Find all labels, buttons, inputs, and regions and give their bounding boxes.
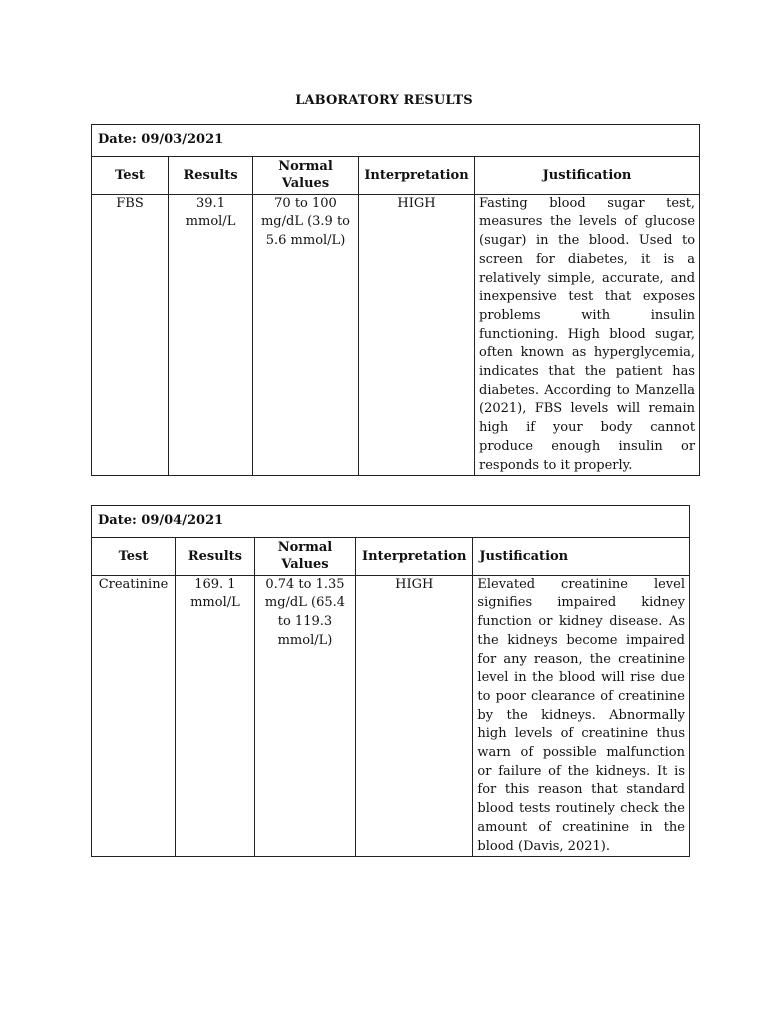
col-header-results: Results bbox=[169, 156, 253, 194]
col-header-interpretation: Interpretation bbox=[356, 537, 473, 575]
cell-justification: Fasting blood sugar test, measures the levels of glucose (sugar) in the blood. Used to screen for diabetes, it is a relatively simple, accurate, and inexpensive test that exposes problems with insulin functioning. High blood sugar, often known as hyperglycemia, indicates that the patient has diabetes. According to Manzella (2021), FBS levels will remain high if your body cannot produce enough insulin or responds to it properly. bbox=[475, 194, 700, 476]
cell-results: 39.1 mmol/L bbox=[169, 194, 253, 476]
cell-justification: Elevated creatinine level signifies impaired kidney function or kidney disease. As the kidneys become impaired for any reason, the creatinine level in the blood will rise due to poor clearance of creatinine by the kidneys. Abnormally high levels of creatinine thus warn of possible malfunction or failure of the kidneys. It is for this reason that standard blood tests routinely check the amount of creatinine in the blood (Davis, 2021). bbox=[473, 575, 690, 857]
table-date: Date: 09/03/2021 bbox=[92, 125, 700, 157]
cell-interpretation: HIGH bbox=[359, 194, 475, 476]
col-header-test: Test bbox=[92, 537, 176, 575]
cell-normal-values: 0.74 to 1.35 mg/dL (65.4 to 119.3 mmol/L) bbox=[254, 575, 355, 857]
cell-test: Creatinine bbox=[92, 575, 176, 857]
page-title: LABORATORY RESULTS bbox=[295, 93, 473, 108]
col-header-justification: Justification bbox=[473, 537, 690, 575]
cell-normal-values: 70 to 100 mg/dL (3.9 to 5.6 mmol/L) bbox=[253, 194, 359, 476]
col-header-normal-values: Normal Values bbox=[253, 156, 359, 194]
lab-results-table-2 bbox=[91, 505, 690, 857]
lab-results-table-1 bbox=[91, 124, 700, 476]
cell-results: 169. 1 mmol/L bbox=[175, 575, 254, 857]
col-header-results: Results bbox=[175, 537, 254, 575]
table-row bbox=[92, 194, 700, 476]
table-date: Date: 09/04/2021 bbox=[92, 506, 690, 538]
cell-interpretation: HIGH bbox=[356, 575, 473, 857]
cell-test: FBS bbox=[92, 194, 169, 476]
col-header-normal-values: Normal Values bbox=[254, 537, 355, 575]
table-row bbox=[92, 575, 690, 857]
col-header-test: Test bbox=[92, 156, 169, 194]
col-header-justification: Justification bbox=[475, 156, 700, 194]
col-header-interpretation: Interpretation bbox=[359, 156, 475, 194]
